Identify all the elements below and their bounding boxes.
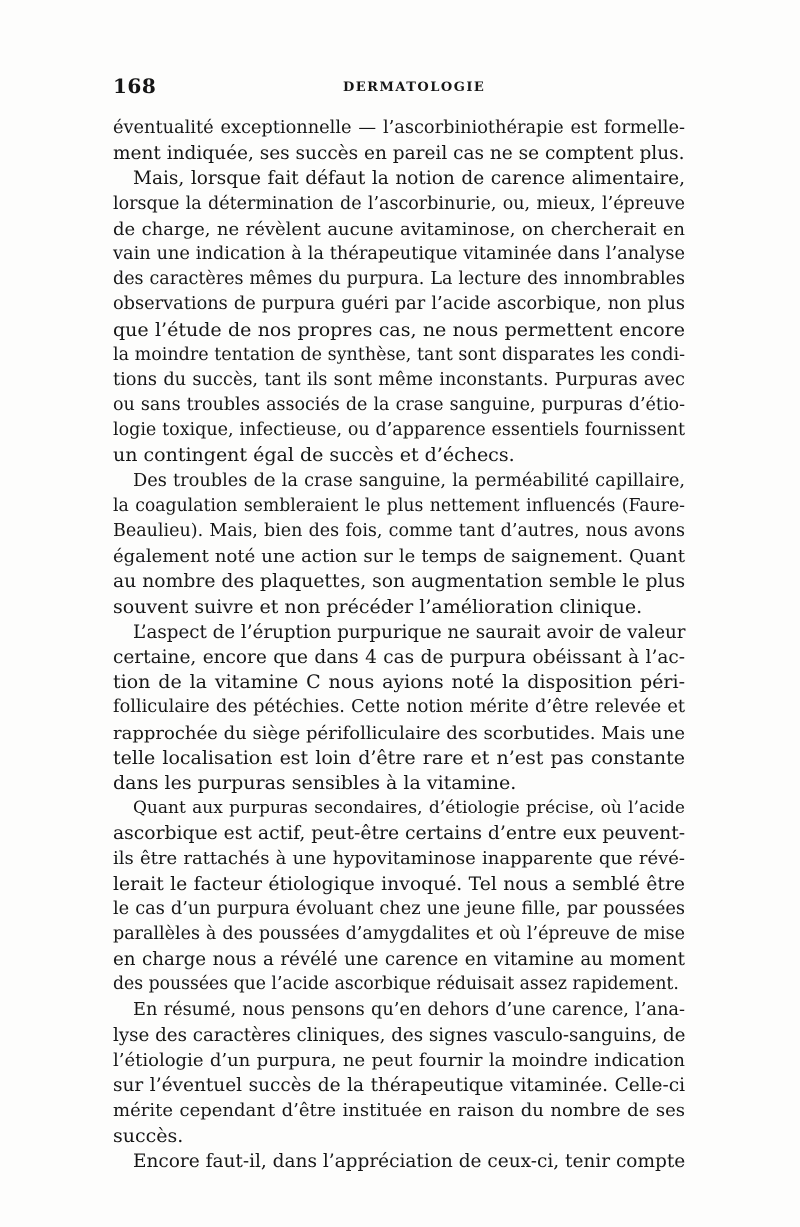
text-line: éventualité exceptionnelle — l’ascorbiniothérapie est formelle- bbox=[113, 118, 685, 138]
text-line: En résumé, nous pensons qu’en dehors d’une carence, l’ana- bbox=[133, 999, 685, 1020]
text-line: un contingent égal de succès et d’échecs. bbox=[113, 444, 515, 467]
text-line: Encore faut-il, dans l’appréciation de ceux-ci, tenir compte bbox=[133, 1150, 686, 1172]
text-line: au nombre des plaquettes, son augmentation semble le plus bbox=[113, 571, 686, 593]
running-title: DERMATOLOGIE bbox=[343, 80, 486, 95]
text-line: mérite cependant d’être instituée en raison du nombre de ses bbox=[113, 1100, 685, 1122]
text-line: la moindre tentation de synthèse, tant sont disparates les condi- bbox=[113, 344, 685, 365]
text-line: souvent suivre et non précéder l’amélioration clinique. bbox=[113, 595, 643, 618]
text-line: de charge, ne révèlent aucune avitaminose, on chercherait en bbox=[113, 218, 685, 240]
text-line: rapprochée du siège périfolliculaire des scorbutides. Mais une bbox=[113, 722, 685, 744]
text-line: sur l’éventuel succès de la thérapeutique vitaminée. Celle-ci bbox=[113, 1075, 685, 1097]
text-line: Quant aux purpuras secondaires, d’étiologie précise, où l’acide bbox=[133, 798, 685, 819]
body-text bbox=[113, 116, 685, 1174]
text-line: logie toxique, infectieuse, ou d’apparence essentiels fournissent bbox=[113, 420, 685, 441]
text-line: lerait le facteur étiologique invoqué. Tel nous a semblé être bbox=[113, 873, 685, 895]
text-line: certaine, encore que dans 4 cas de purpura obéissant à l’ac- bbox=[113, 646, 685, 668]
text-line: ou sans troubles associés de la crase sanguine, purpuras d’étio- bbox=[113, 395, 685, 416]
text-line: Mais, lorsque fait défaut la notion de carence alimentaire, bbox=[133, 168, 685, 190]
text-line: tions du succès, tant ils sont même inconstants. Purpuras avec bbox=[113, 369, 685, 390]
text-line: dans les purpuras sensibles à la vitamine. bbox=[113, 771, 517, 794]
page-header bbox=[113, 74, 685, 104]
text-line: vain une indication à la thérapeutique vitaminée dans l’analyse bbox=[113, 243, 685, 264]
text-line: succès. bbox=[113, 1124, 184, 1147]
text-line: la coagulation sembleraient le plus nettement influencés (Faure- bbox=[113, 495, 685, 516]
text-line: tion de la vitamine C nous ayions noté la disposition péri- bbox=[113, 671, 685, 694]
page-number: 168 bbox=[113, 74, 157, 98]
text-line: Des troubles de la crase sanguine, la perméabilité capillaire, bbox=[133, 470, 685, 491]
text-line: folliculaire des pétéchies. Cette notion mérite d’être relevée et bbox=[113, 697, 685, 718]
text-line: également noté une action sur le temps de saignement. Quant bbox=[113, 546, 685, 568]
text-line: lorsque la détermination de l’ascorbinurie, ou, mieux, l’épreuve bbox=[113, 193, 685, 214]
text-line: en charge nous a révélé une carence en vitamine au moment bbox=[113, 949, 685, 971]
text-line: parallèles à des poussées d’amygdalites et où l’épreuve de mise bbox=[113, 924, 685, 944]
text-line: des caractères mêmes du purpura. La lecture des innombrables bbox=[113, 269, 685, 290]
text-line: le cas d’un purpura évoluant chez une jeune fille, par poussées bbox=[113, 898, 685, 919]
text-line: que l’étude de nos propres cas, ne nous permettent encore bbox=[113, 318, 685, 341]
text-line: ascorbique est actif, peut-être certains d’entre eux peuvent- bbox=[113, 823, 686, 845]
text-line: l’étiologie d’un purpura, ne peut fournir la moindre indication bbox=[113, 1049, 685, 1071]
text-line: ment indiquée, ses succès en pareil cas ne se comptent plus. bbox=[113, 143, 685, 165]
text-line: des poussées que l’acide ascorbique réduisait assez rapidement. bbox=[113, 974, 679, 995]
text-line: Beaulieu). Mais, bien des fois, comme tant d’autres, nous avons bbox=[113, 521, 685, 541]
text-line: observations de purpura guéri par l’acide ascorbique, non plus bbox=[113, 294, 685, 315]
text-line: L’aspect de l’éruption purpurique ne saurait avoir de valeur bbox=[133, 621, 686, 643]
text-line: lyse des caractères cliniques, des signes vasculo-sanguins, de bbox=[113, 1024, 686, 1046]
text-line: telle localisation est loin d’être rare et n’est pas constante bbox=[113, 746, 685, 769]
text-line: ils être rattachés à une hypovitaminose inapparente que révé- bbox=[113, 848, 685, 870]
